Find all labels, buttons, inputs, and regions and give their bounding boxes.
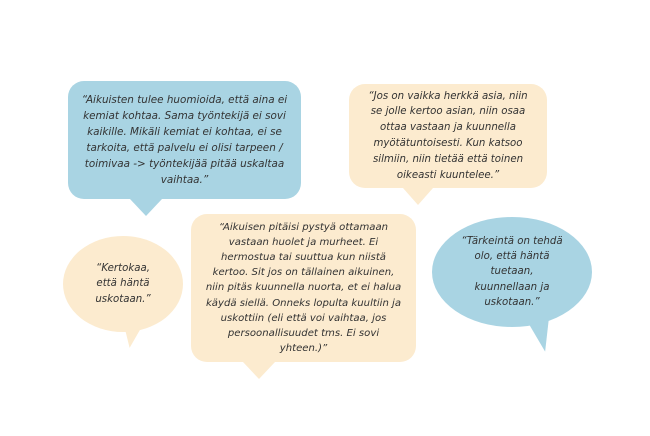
speech-bubble-quote-1 (68, 81, 301, 199)
speech-bubble-quote-5 (432, 217, 592, 327)
speech-bubble-tail (529, 320, 555, 354)
speech-bubble-tail (403, 188, 433, 205)
speech-bubble-tail (243, 362, 275, 379)
quote-text-4: “Aikuisen pitäisi pystyä ottamaan vastaan huolet ja murheet. Ei hermostua tai suuttua kun niistä kertoo. Sit jos on tällainen aikuinen, niin pitäs kuunnella nuorta, et ei halua käydä siellä. Onneks lopulta kuultiin ja uskottiin (eli että voi vaihtaa, jos persoonallisuudet tms. Ei sovi yhteen.)” (205, 221, 402, 354)
quote-text-2: “Jos on vaikka herkkä asia, niin se jolle kertoo asian, niin osaa ottaa vastaan ja kuunnella myötätuntoisesti. Kun katsoo silmiin, niin tietää että toinen oikeasti kuuntelee.” (368, 90, 528, 181)
speech-bubble-tail (122, 327, 141, 349)
quote-text-5: “Tärkeintä on tehdä olo, että häntä tuetaan, kuunnellaan ja uskotaan.” (461, 235, 563, 308)
speech-bubble-tail (130, 199, 162, 216)
speech-bubble-quote-4 (191, 214, 416, 362)
speech-bubble-quote-2 (349, 84, 547, 188)
quote-text-3: “Kertokaa, että häntä uskotaan.” (95, 263, 151, 305)
quote-text-1: “Aikuisten tulee huomioida, että aina ei kemiat kohtaa. Sama työntekijä ei sovi kaikille. Mikäli kemiat ei kohtaa, ei se tarkoita, että palvelu ei olisi tarpeen / toimivaa -> työntekijää pitää uskaltaa vaihtaa.” (81, 93, 288, 187)
speech-bubble-quote-3 (63, 236, 183, 332)
